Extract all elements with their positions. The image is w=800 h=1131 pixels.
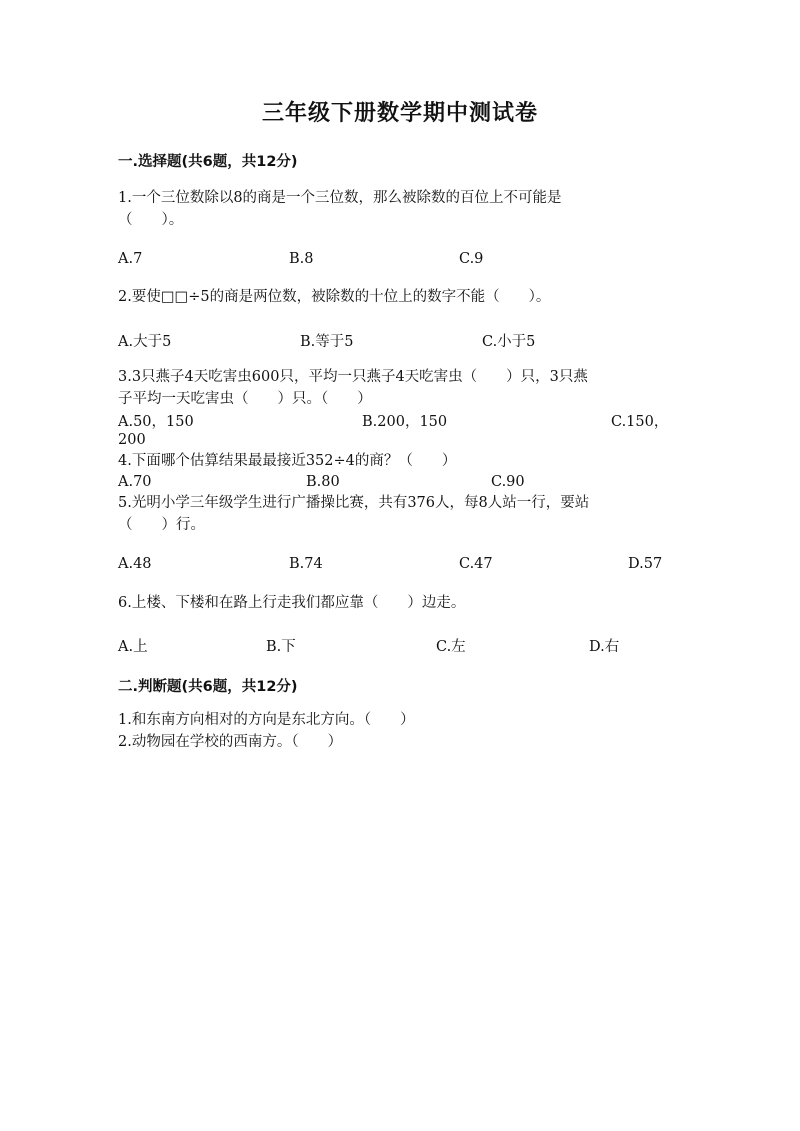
- question-6-option-a: A.上: [118, 639, 148, 655]
- question-4-line-1: 4.下面哪个估算结果最最接近352÷4的商？（ ）: [118, 453, 457, 469]
- question-2-option-a: A.大于5: [118, 334, 172, 350]
- question-3-option-c: C.150，: [611, 414, 669, 430]
- question-5-option-b: B.74: [289, 556, 323, 572]
- page-title: 三年级下册数学期中测试卷: [261, 100, 538, 126]
- question-2-line-1: 2.要使□□÷5的商是两位数，被除数的十位上的数字不能（ ）。: [118, 289, 551, 305]
- judgment-question-2: 2.动物园在学校的西南方。（ ）: [118, 734, 343, 750]
- section-heading-choice: 一.选择题(共6题，共12分): [118, 154, 298, 170]
- question-5-option-a: A.48: [118, 556, 152, 572]
- question-6-line-1: 6.上楼、下楼和在路上行走我们都应靠（ ）边走。: [118, 595, 466, 611]
- question-1-line-2: （ ）。: [118, 212, 184, 228]
- question-2-option-c: C.小于5: [482, 334, 536, 350]
- question-5-option-c: C.47: [459, 556, 493, 572]
- question-6-option-d: D.右: [589, 639, 620, 655]
- question-1-option-c: C.9: [459, 251, 484, 267]
- question-6-option-b: B.下: [266, 639, 296, 655]
- question-4-option-c: C.90: [491, 474, 525, 490]
- question-3-line-1: 3.3只燕子4天吃害虫600只，平均一只燕子4天吃害虫（ ）只，3只燕: [118, 369, 588, 385]
- question-2-option-b: B.等于5: [300, 334, 354, 350]
- section-heading-judgment: 二.判断题(共6题，共12分): [118, 679, 298, 695]
- question-5-line-2: （ ）行。: [118, 517, 205, 533]
- question-1-option-b: B.8: [289, 251, 314, 267]
- question-3-option-b: B.200，150: [362, 414, 448, 430]
- question-3-option-c-continued: 200: [118, 432, 146, 448]
- question-1-option-a: A.7: [118, 251, 143, 267]
- question-3-line-2: 子平均一天吃害虫（ ）只。（ ）: [118, 391, 372, 407]
- judgment-question-1: 1.和东南方向相对的方向是东北方向。（ ）: [118, 712, 415, 728]
- question-5-option-d: D.57: [628, 556, 663, 572]
- question-1-line-1: 1.一个三位数除以8的商是一个三位数，那么被除数的百位上不可能是: [118, 190, 562, 206]
- question-4-option-b: B.80: [306, 474, 340, 490]
- question-6-option-c: C.左: [436, 639, 466, 655]
- question-3-option-a: A.50，150: [118, 414, 194, 430]
- question-5-line-1: 5.光明小学三年级学生进行广播操比赛，共有376人，每8人站一行，要站: [118, 495, 590, 511]
- question-4-option-a: A.70: [118, 474, 152, 490]
